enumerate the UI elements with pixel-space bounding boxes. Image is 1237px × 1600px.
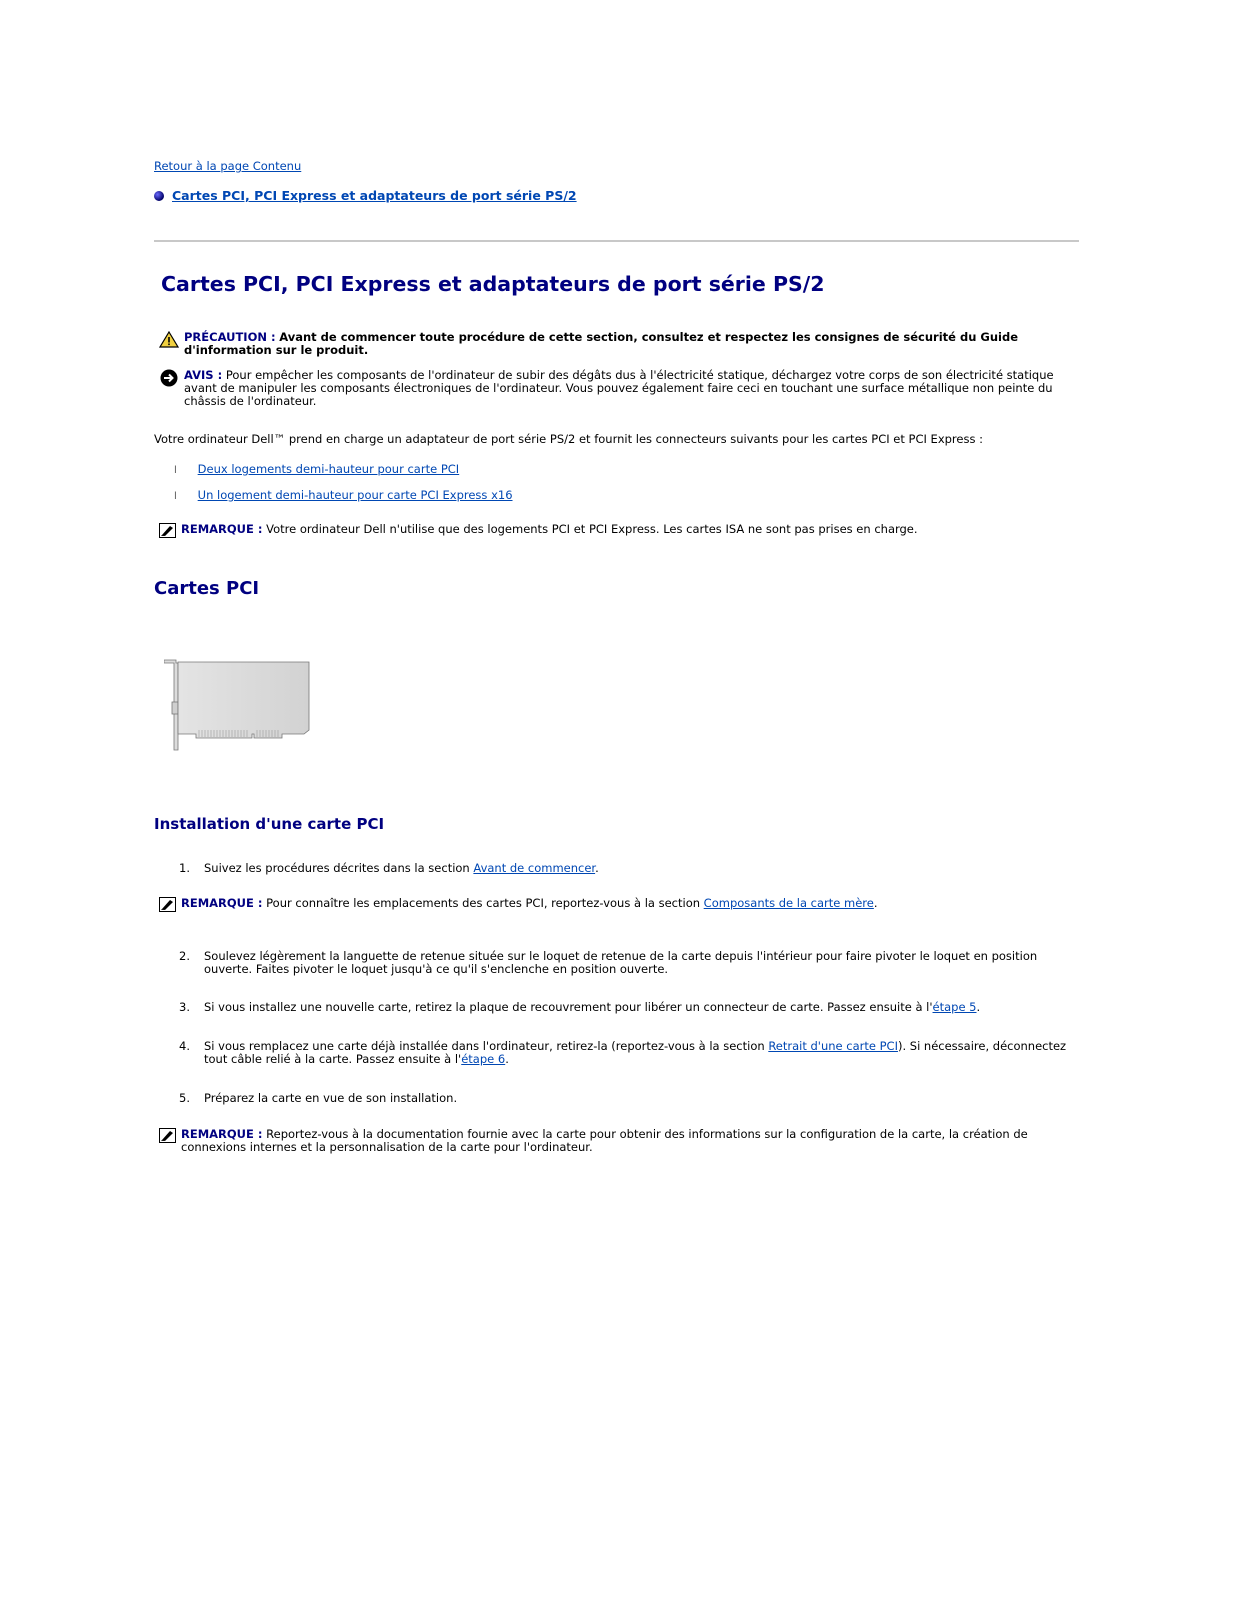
notice-label: AVIS :: [184, 368, 223, 382]
list-item: [174, 462, 459, 476]
step-number: 2.: [179, 949, 190, 963]
toc-entry: [154, 188, 577, 203]
step-5: [168, 1092, 1078, 1105]
toc-link[interactable]: Cartes PCI, PCI Express et adaptateurs de port série PS/2: [172, 188, 577, 203]
pci-card-illustration: [164, 658, 314, 753]
before-you-begin-link[interactable]: Avant de commencer: [473, 861, 596, 875]
step-text: Si vous installez une nouvelle carte, retirez la plaque de recouvrement pour libérer un connecteur de carte. Passez ensuite à l': [204, 1000, 933, 1014]
caution-note: [154, 331, 1079, 357]
notice-note: [154, 369, 1079, 408]
step-3: [168, 1001, 1078, 1014]
step-4: [168, 1040, 1078, 1066]
remark-text: Reportez-vous à la documentation fournie avec la carte pour obtenir des informations sur la configuration de la carte, la création de connexions internes et la personnalisation de la carte pour l'ordinateur.: [181, 1127, 1028, 1154]
note-pencil-icon: [154, 1128, 181, 1154]
subsection-title: Installation d'une carte PCI: [154, 815, 385, 833]
remove-pci-card-link[interactable]: Retrait d'une carte PCI: [768, 1039, 898, 1053]
note-pencil-icon: [154, 897, 181, 912]
list-item: [174, 488, 513, 502]
remark-note: [154, 523, 1079, 538]
intro-paragraph: Votre ordinateur Dell™ prend en charge un adaptateur de port série PS/2 et fournit les connecteurs suivants pour les cartes PCI et PCI Express :: [154, 432, 983, 446]
step-text: Suivez les procédures décrites dans la section: [204, 861, 474, 875]
step-text-end: .: [976, 1000, 981, 1014]
step-number: 4.: [179, 1039, 190, 1053]
remark-text: Votre ordinateur Dell n'utilise que des logements PCI et PCI Express. Les cartes ISA ne sont pas prises en charge.: [266, 522, 918, 536]
step-number: 1.: [179, 861, 190, 875]
list-bullet: l: [174, 491, 177, 502]
caution-label: PRÉCAUTION :: [184, 330, 276, 344]
bullet-icon: [154, 191, 164, 201]
step-1: [168, 862, 1078, 875]
divider: [154, 240, 1079, 242]
step-number: 5.: [179, 1091, 190, 1105]
notice-circle-icon: [154, 369, 184, 408]
warning-triangle-icon: [154, 331, 184, 357]
step-text-end: .: [595, 861, 599, 875]
step-text-mid: ). Si nécessaire, déconnectez tout câble relié à la carte. Passez ensuite à l': [204, 1039, 1067, 1066]
remark-note: [154, 1128, 1079, 1154]
remark-note: [154, 897, 1079, 912]
system-board-components-link[interactable]: Composants de la carte mère: [703, 896, 874, 910]
remark-label: REMARQUE :: [181, 896, 263, 910]
step-6-link[interactable]: étape 6: [461, 1052, 506, 1066]
step-2: [168, 950, 1078, 976]
remark-text-end: .: [873, 896, 878, 910]
pci-slots-link[interactable]: Deux logements demi-hauteur pour carte PCI: [197, 462, 460, 476]
page-title: Cartes PCI, PCI Express et adaptateurs de port série PS/2: [161, 272, 825, 296]
step-text: Soulevez légèrement la languette de retenue située sur le loquet de retenue de la carte depuis l'intérieur pour faire pivoter le loquet en position ouverte. Faites pivoter le loquet jusqu'à ce qu'il s'enclenche en position ouverte.: [204, 949, 1038, 976]
step-number: 3.: [179, 1000, 190, 1014]
step-text-end: .: [505, 1052, 509, 1066]
notice-text: Pour empêcher les composants de l'ordinateur de subir des dégâts dus à l'électricité statique, déchargez votre corps de son électricité statique avant de manipuler les composants électroniques de l'ordinateur. Vous pouvez également faire ceci en touchant une surface métallique non peinte du châssis de l'ordinateur.: [184, 368, 1054, 408]
step-5-link[interactable]: étape 5: [932, 1000, 977, 1014]
remark-label: REMARQUE :: [181, 1127, 263, 1141]
pci-express-slot-link[interactable]: Un logement demi-hauteur pour carte PCI Express x16: [197, 488, 513, 502]
note-pencil-icon: [154, 523, 181, 538]
list-bullet: l: [174, 465, 177, 476]
section-title: Cartes PCI: [154, 578, 260, 599]
caution-text: Avant de commencer toute procédure de cette section, consultez et respectez les consignes de sécurité du Guide d'information sur le produit.: [184, 330, 1018, 357]
step-text: Si vous remplacez une carte déjà installée dans l'ordinateur, retirez-la (reportez-vous à la section: [204, 1039, 769, 1053]
remark-label: REMARQUE :: [181, 522, 263, 536]
back-to-contents-link[interactable]: Retour à la page Contenu: [154, 159, 302, 173]
step-text: Préparez la carte en vue de son installation.: [204, 1091, 458, 1105]
remark-text: Pour connaître les emplacements des cartes PCI, reportez-vous à la section: [266, 896, 704, 910]
